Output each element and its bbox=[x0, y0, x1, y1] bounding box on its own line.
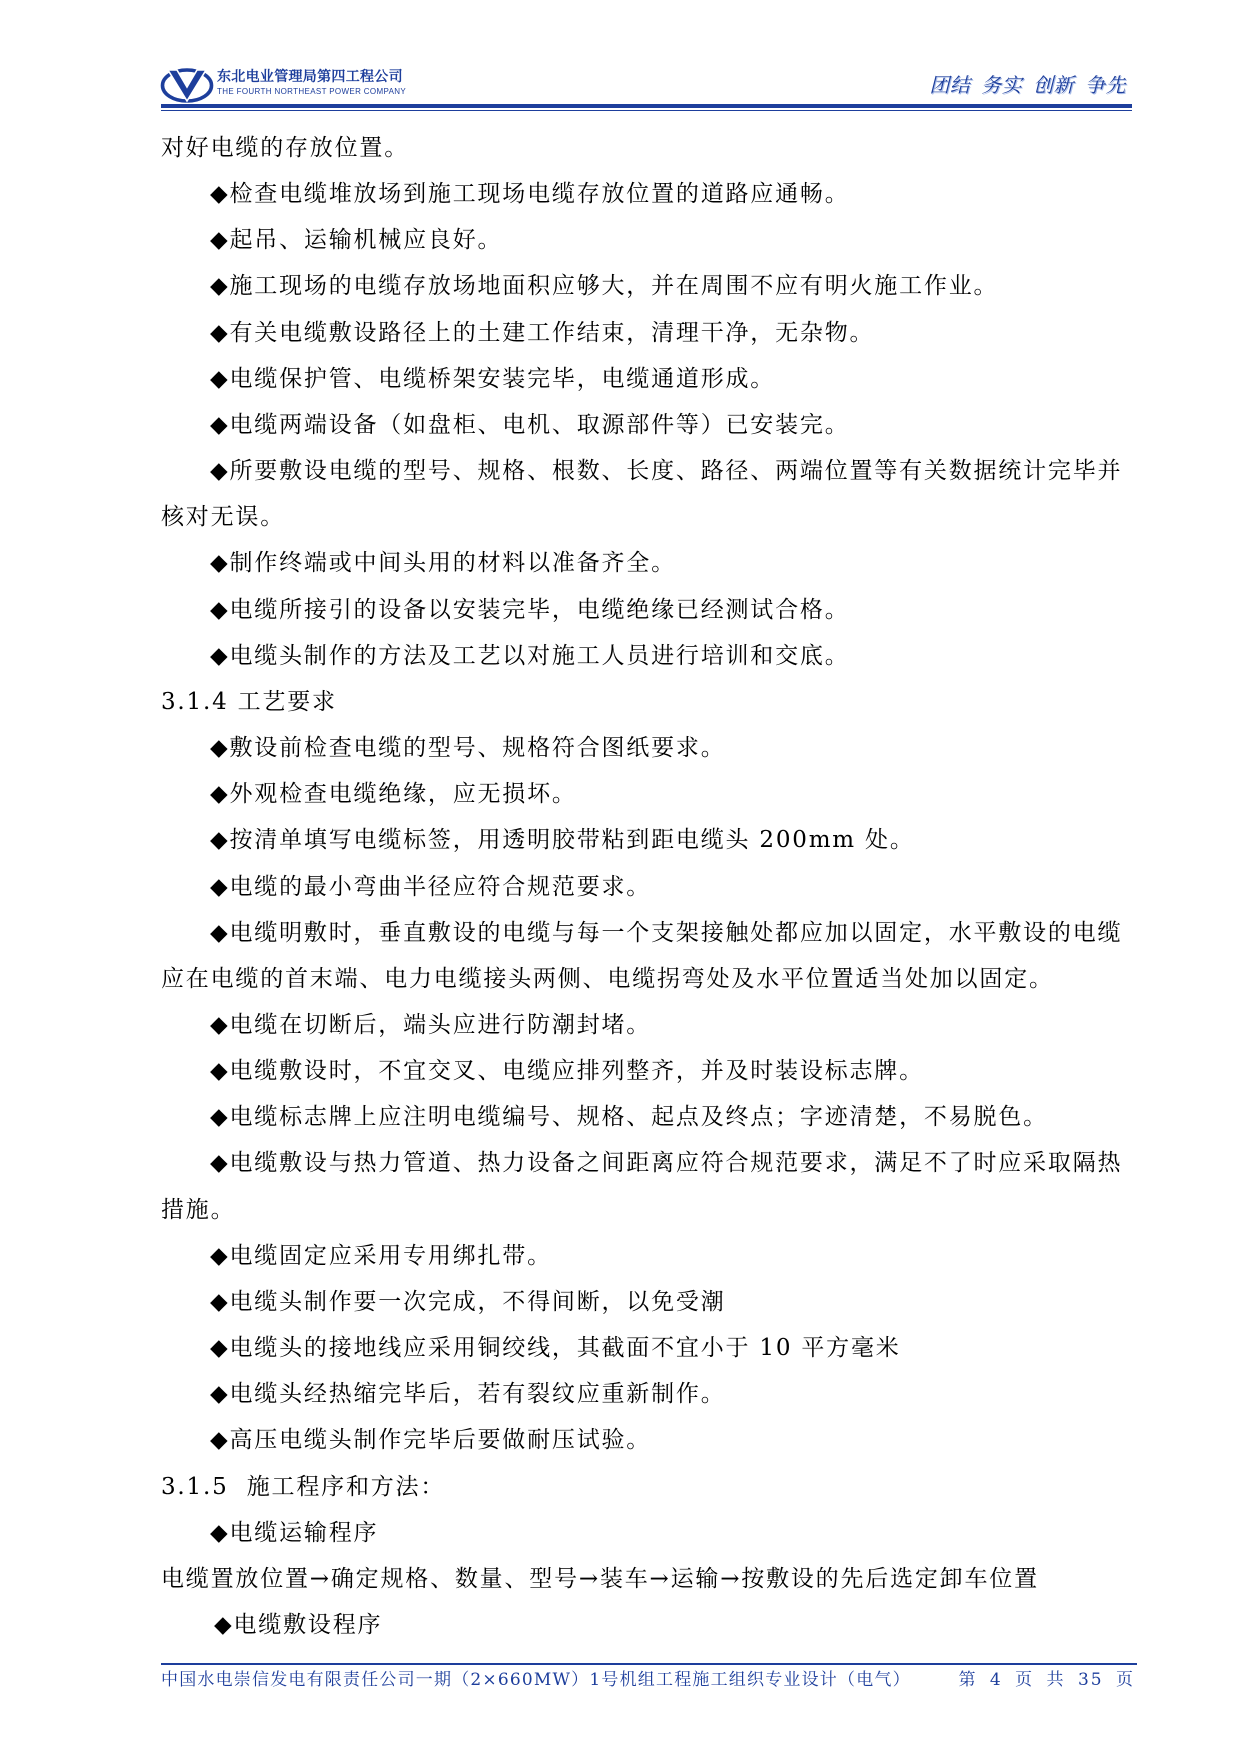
bullet-item: ◆电缆保护管、电缆桥架安装完毕，电缆通道形成。 bbox=[210, 365, 776, 392]
bullet-item: ◆电缆头经热缩完毕后，若有裂纹应重新制作。 bbox=[210, 1381, 726, 1408]
bullet-item: ◆电缆所接引的设备以安装完毕，电缆绝缘已经测试合格。 bbox=[210, 596, 850, 623]
bullet-item: ◆电缆敷设程序 bbox=[214, 1612, 383, 1638]
bullet-item: ◆施工现场的电缆存放场地面积应够大，并在周围不应有明火施工作业。 bbox=[210, 273, 999, 300]
paragraph-continuation: 应在电缆的首末端、电力电缆接头两侧、电缆拐弯处及水平位置适当处加以固定。 bbox=[161, 965, 1054, 992]
section-heading: 3.1.5 施工程序和方法： bbox=[161, 1473, 446, 1500]
paragraph-continuation: 核对无误。 bbox=[161, 504, 285, 531]
footer-page-number: 第 4 页 共 35 页 bbox=[958, 1670, 1135, 1690]
bullet-item: ◆电缆在切断后，端头应进行防潮封堵。 bbox=[210, 1011, 652, 1038]
footer-rule bbox=[161, 1663, 1137, 1665]
bullet-item: ◆敷设前检查电缆的型号、规格符合图纸要求。 bbox=[210, 735, 726, 762]
bullet-item: ◆电缆头制作的方法及工艺以对施工人员进行培训和交底。 bbox=[210, 642, 850, 669]
company-name-cn: 东北电业管理局第四工程公司 bbox=[217, 69, 403, 85]
body-text bbox=[161, 125, 1161, 1648]
header-rule-thin bbox=[161, 110, 1132, 111]
bullet-item: ◆电缆标志牌上应注明电缆编号、规格、起点及终点；字迹清楚，不易脱色。 bbox=[210, 1104, 1048, 1131]
bullet-item: ◆有关电缆敷设路径上的土建工作结束，清理干净，无杂物。 bbox=[210, 319, 875, 346]
company-name-en: THE FOURTH NORTHEAST POWER COMPANY bbox=[217, 87, 407, 96]
bullet-item: ◆外观检查电缆绝缘，应无损坏。 bbox=[210, 781, 577, 808]
bullet-item: ◆电缆头的接地线应采用铜绞线，其截面不宜小于 10 平方毫米 bbox=[210, 1335, 901, 1362]
body-paragraph: 电缆置放位置→确定规格、数量、型号→装车→运输→按敷设的先后选定卸车位置 bbox=[161, 1565, 1039, 1592]
bullet-item: ◆电缆头制作要一次完成，不得间断，以免受潮 bbox=[210, 1288, 726, 1315]
bullet-item: ◆高压电缆头制作完毕后要做耐压试验。 bbox=[210, 1427, 652, 1454]
bullet-item: ◆起吊、运输机械应良好。 bbox=[210, 227, 503, 254]
section-heading: 3.1.4 工艺要求 bbox=[161, 688, 337, 715]
bullet-item: ◆按清单填写电缆标签，用透明胶带粘到距电缆头 200mm 处。 bbox=[210, 827, 915, 854]
company-logo-icon bbox=[160, 67, 214, 103]
header-rule-thick bbox=[161, 104, 1132, 108]
bullet-item: ◆电缆敷设与热力管道、热力设备之间距离应符合规范要求，满足不了时应采取隔热 bbox=[210, 1150, 1123, 1177]
bullet-item: ◆电缆的最小弯曲半径应符合规范要求。 bbox=[210, 873, 652, 900]
bullet-item: ◆电缆两端设备（如盘柜、电机、取源部件等）已安装完。 bbox=[210, 411, 850, 438]
bullet-item: ◆制作终端或中间头用的材料以准备齐全。 bbox=[210, 550, 676, 577]
bullet-item: ◆检查电缆堆放场到施工现场电缆存放位置的道路应通畅。 bbox=[210, 181, 850, 208]
bullet-item: ◆电缆敷设时，不宜交叉、电缆应排列整齐，并及时装设标志牌。 bbox=[210, 1058, 924, 1085]
bullet-item: ◆电缆明敷时，垂直敷设的电缆与每一个支架接触处都应加以固定，水平敷设的电缆 bbox=[210, 919, 1123, 946]
bullet-item: ◆电缆运输程序 bbox=[210, 1519, 379, 1546]
header-slogan: 团结 务实 创新 争先 bbox=[929, 73, 1126, 97]
paragraph-continuation: 对好电缆的存放位置。 bbox=[161, 135, 409, 161]
bullet-item: ◆电缆固定应采用专用绑扎带。 bbox=[210, 1242, 552, 1269]
footer-document-title: 中国水电崇信发电有限责任公司一期（2×660MW）1号机组工程施工组织专业设计（电气） bbox=[161, 1670, 911, 1690]
paragraph-continuation: 措施。 bbox=[161, 1196, 236, 1223]
bullet-item: ◆所要敷设电缆的型号、规格、根数、长度、路径、两端位置等有关数据统计完毕并 bbox=[210, 458, 1123, 485]
